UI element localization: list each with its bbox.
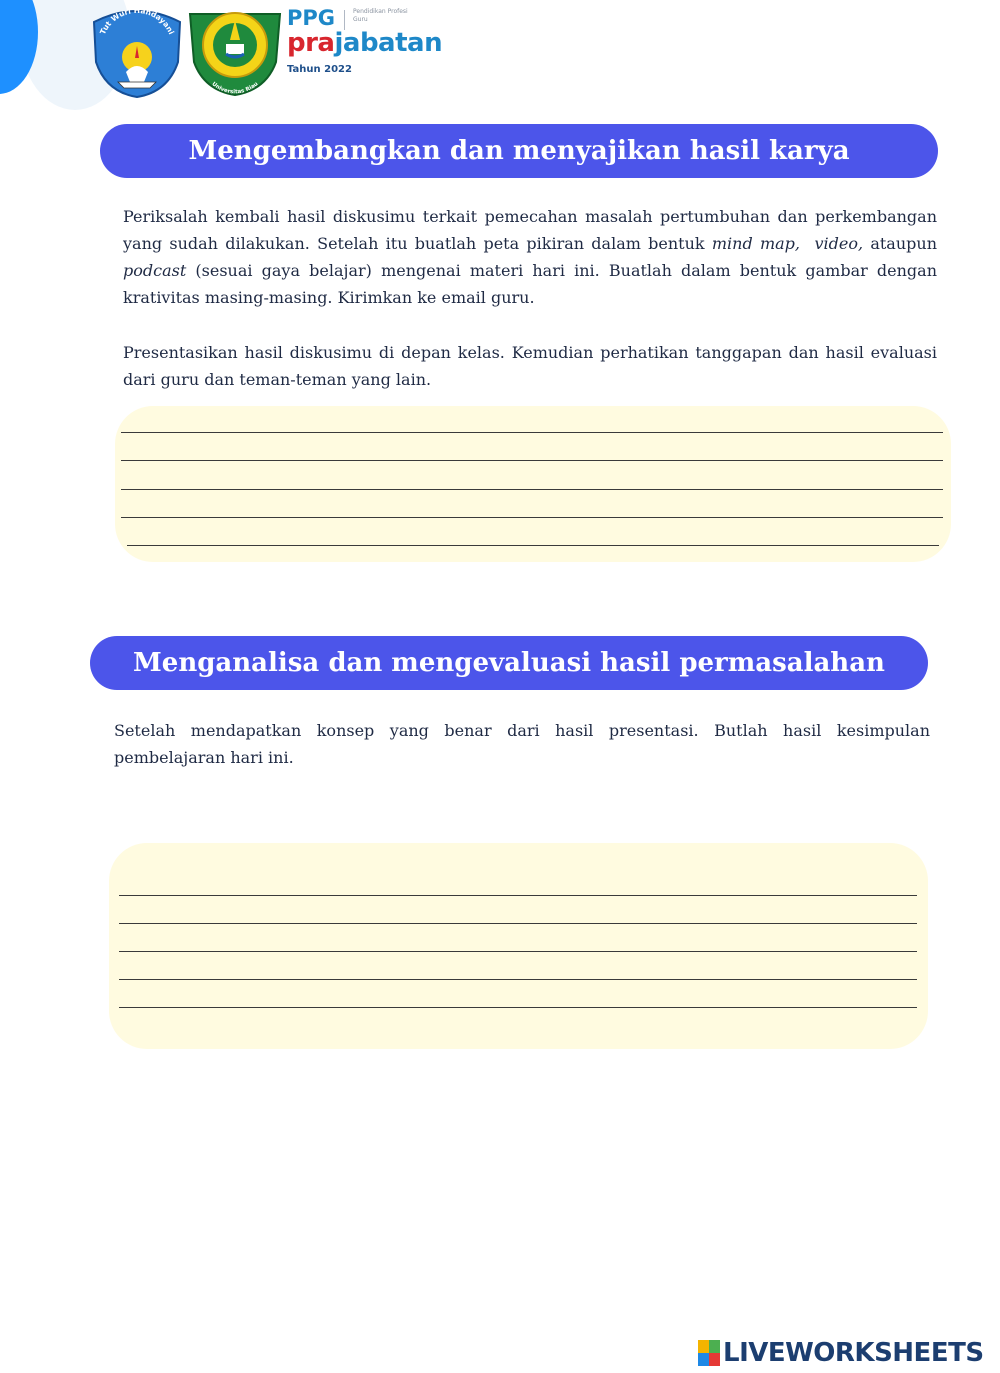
ppg-prajabatan-brand <box>287 6 447 86</box>
brand-note: Pendidikan Profesi Guru <box>353 8 408 23</box>
para1-text-c: ataupun <box>863 234 938 253</box>
answer-line[interactable] <box>119 979 917 980</box>
tut-wuri-handayani-logo <box>88 2 186 98</box>
answer-line[interactable] <box>121 460 943 461</box>
para1-video: video, <box>814 234 864 253</box>
liveworksheets-wordmark: LIVEWORKSHEETS <box>723 1338 984 1368</box>
brand-ppg: PPG <box>287 6 336 30</box>
svg-text:Tut Wuri Handayani: Tut Wuri Handayani <box>98 5 176 36</box>
answer-line[interactable] <box>119 951 917 952</box>
answer-line[interactable] <box>127 545 939 546</box>
university-logo <box>186 0 284 96</box>
answer-line[interactable] <box>119 1007 917 1008</box>
para1-text-b <box>800 234 815 253</box>
answer-line[interactable] <box>119 923 917 924</box>
liveworksheets-icon <box>698 1340 720 1366</box>
section-1-paragraph-1 <box>123 203 937 311</box>
section-2-paragraph: Setelah mendapatkan konsep yang benar dari hasil presentasi. Butlah hasil kesimpulan pembelajaran hari ini. <box>114 721 930 767</box>
liveworksheets-logo <box>698 1338 984 1368</box>
para1-text-d: (sesuai gaya belajar) mengenai materi hari ini. Buatlah dalam bentuk gambar dengan krativitas masing-masing. Kirimkan ke email guru. <box>123 261 937 307</box>
svg-text:Universitas Riau: Universitas Riau <box>210 81 260 96</box>
section-1-title: Mengembangkan dan menyajikan hasil karya <box>100 124 938 178</box>
para1-mind-map: mind map, <box>711 234 800 253</box>
section-1-paragraph-2: Presentasikan hasil diskusimu di depan kelas. Kemudian perhatikan tanggapan dan hasil evaluasi dari guru dan teman-teman yang lain. <box>123 343 937 389</box>
para1-podcast: podcast <box>123 261 187 280</box>
section-2-title: Menganalisa dan mengevaluasi hasil permasalahan <box>90 636 928 690</box>
answer-line[interactable] <box>121 489 943 490</box>
brand-prajabatan <box>287 28 442 58</box>
answer-line[interactable] <box>121 432 943 433</box>
brand-divider <box>344 10 345 30</box>
answer-line[interactable] <box>121 517 943 518</box>
answer-area-1[interactable] <box>115 406 951 562</box>
answer-line[interactable] <box>119 895 917 896</box>
para1-text-a: Periksalah kembali hasil diskusimu terkait pemecahan masalah pertumbuhan dan perkembangan yang sudah dilakukan. Setelah itu buatlah peta pikiran dalam bentuk <box>123 207 937 253</box>
brand-year: Tahun 2022 <box>287 64 352 75</box>
answer-area-2[interactable] <box>109 843 928 1049</box>
brand-pra: pra <box>287 28 335 58</box>
brand-jabatan: jabatan <box>334 28 443 58</box>
